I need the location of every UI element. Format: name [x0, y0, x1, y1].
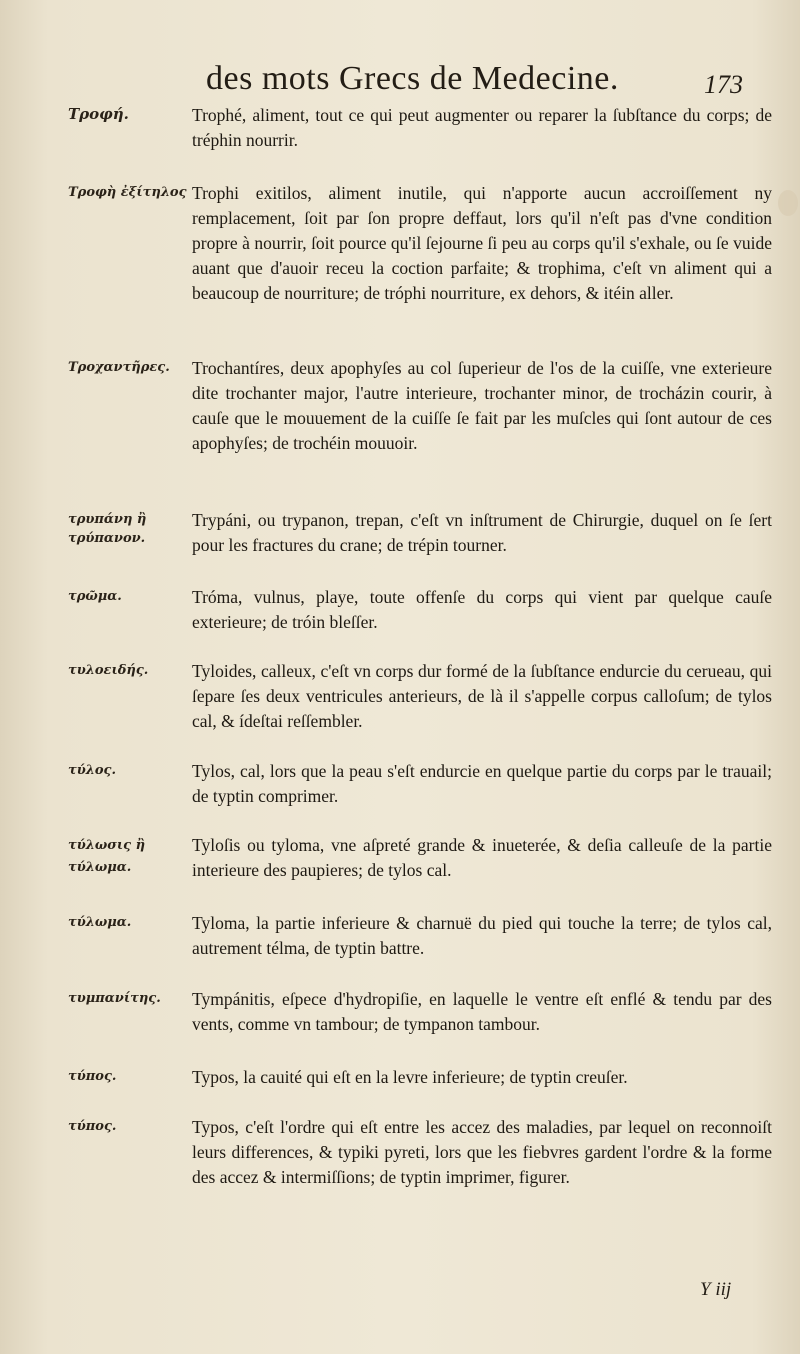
greek-headword: τύπος.: [68, 1069, 117, 1084]
greek-headword: τύλωμα.: [68, 915, 132, 930]
entry-definition: Trochantíres, deux apophyſes au col ſuperieur de l'os de la cuiſſe, vne exterieure dite trochanter major, l'autre interieure, trochanter minor, de trocházin courir, à cauſe que le mouuement de la cuiſſe ſe fait par les muſcles qui ſont autour de ces apophyſes; de trochéin mouuoir.: [192, 358, 772, 453]
entry-definition: Tyloma, la partie inferieure & charnuë du pied qui touche la terre; de tylos cal, autrement télma, de typtin battre.: [192, 913, 772, 958]
greek-headword: τυλοειδής.: [68, 663, 149, 678]
greek-headword: Τροχαντῆρες.: [68, 360, 170, 375]
greek-headword: τύλωσις ἢ τύλωμα.: [68, 838, 146, 875]
greek-headword: τυμπανίτης.: [68, 991, 161, 1006]
entry-definition: Tylos, cal, lors que la peau s'eſt endurcie en quelque partie du corps par le trauail; de typtin comprimer.: [192, 761, 772, 806]
greek-headword: τρυπάνη ἢ τρύπανον.: [68, 512, 147, 546]
entry-definition: Typos, c'eſt l'ordre qui eſt entre les accez des maladies, par lequel on reconnoiſt leurs differences, & typiki pyreti, lors que les fiebvres gardent l'ordre & la forme des accez & intermiſſions; de typtin imprimer, figurer.: [192, 1117, 772, 1187]
page-header: [0, 58, 800, 108]
entry-definition: Typos, la cauité qui eſt en la levre inferieure; de typtin creuſer.: [192, 1067, 628, 1087]
entry-definition: Tróma, vulnus, playe, toute offenſe du corps qui vient par quelque cauſe exterieure; de tróin bleſſer.: [192, 587, 772, 632]
signature-mark: Y iij: [700, 1279, 732, 1300]
running-title: des mots Grecs de Medecine.: [206, 60, 619, 97]
greek-headword: Τροφὴ ἐξίτηλος: [68, 185, 187, 200]
entry-definition: Tyloides, calleux, c'eſt vn corps dur formé de la ſubſtance endurcie du cerueau, qui ſepare ſes deux ventricules anterieurs, de là il s'appelle corpus calloſum; de tylos cal, & ídeſtai reſſembler.: [192, 661, 772, 731]
entry-definition: Trophé, aliment, tout ce qui peut augmenter ou reparer la ſubſtance du corps; de tréphin nourrir.: [192, 105, 772, 150]
greek-headword: τρῶμα.: [68, 589, 122, 604]
entry-definition: Tyloſis ou tyloma, vne aſpreté grande & inueterée, & deſia calleuſe de la partie interieure des paupieres; de tylos cal.: [192, 835, 772, 880]
entry-definition: Tympánitis, eſpece d'hydropiſie, en laquelle le ventre eſt enflé & tendu par des vents, comme vn tambour; de tympanon tambour.: [192, 989, 772, 1034]
greek-headword: τύπος.: [68, 1119, 117, 1134]
entry-definition: Trophi exitilos, aliment inutile, qui n'apporte aucun accroiſſement ny remplacement, ſoit par ſon propre deffaut, lors qu'il n'eſt pas d'vne condition propre à nourrir, ſoit pource qu'il ſejourne ſi peu au corps qu'il s'exhale, ou ſe vuide auant que d'auoir receu la coction parfaite; & trophima, c'eſt vn aliment qui a beaucoup de nourriture; de tróphi nourriture, ex dehors, & itéin aller.: [192, 183, 772, 303]
greek-headword: Τροφή.: [68, 105, 129, 123]
page-number: 173: [704, 70, 743, 99]
paper-stain: [778, 190, 798, 216]
entry-definition: Trypáni, ou trypanon, trepan, c'eſt vn inſtrument de Chirurgie, duquel on ſe ſert pour les fractures du crane; de trépin tourner.: [192, 510, 772, 555]
greek-headword: τύλος.: [68, 763, 116, 778]
